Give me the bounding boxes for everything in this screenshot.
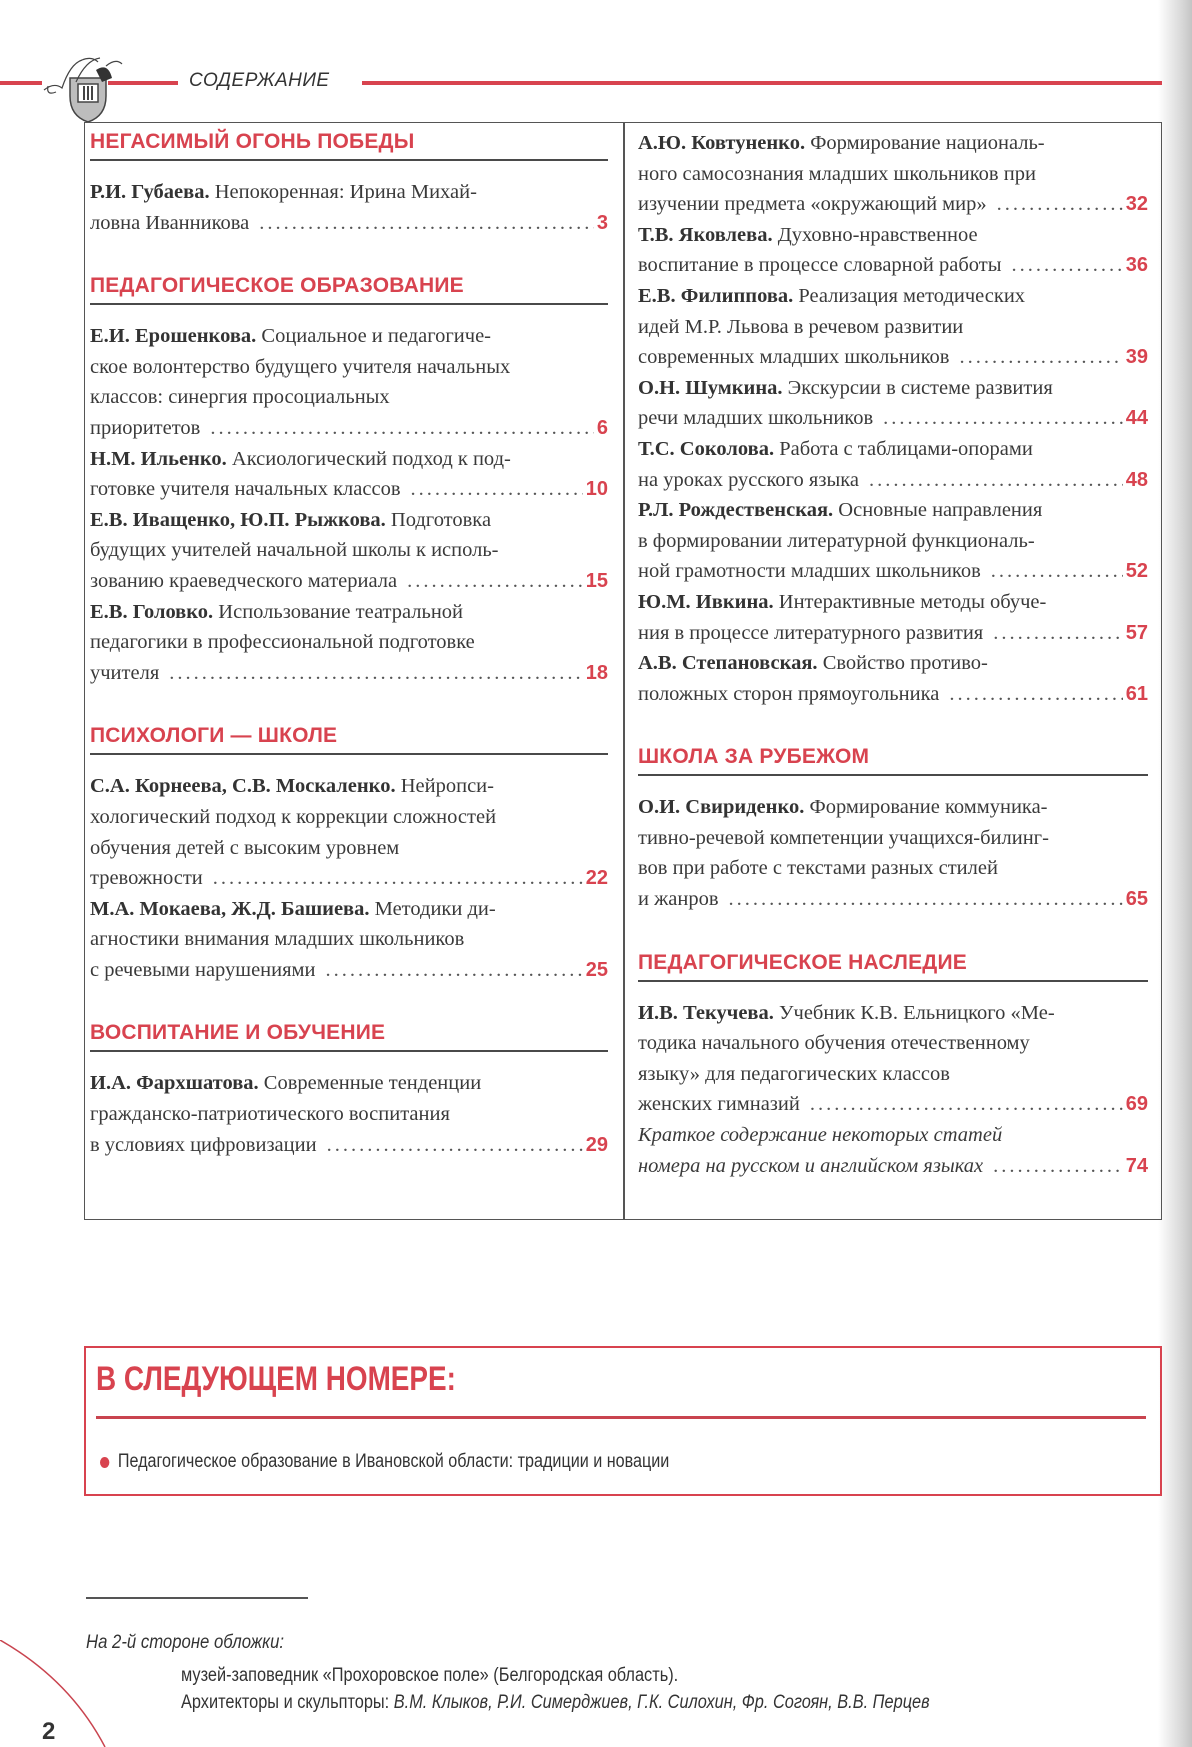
section-gap — [90, 985, 608, 1013]
toc-entry-author: М.А. Мокаева, Ж.Д. Башиева. — [90, 897, 370, 920]
section-gap — [90, 238, 608, 266]
dot-leader — [326, 955, 583, 986]
toc-entry-title-line: речи младших школьников — [638, 407, 874, 430]
toc-entry-title-line: Аксиологический подход к под- — [231, 447, 511, 470]
toc-entry-line — [638, 884, 1148, 915]
toc-entry-line — [90, 597, 608, 628]
toc-entry-page[interactable]: 44 — [1125, 407, 1148, 430]
toc-entry-author: Т.С. Соколова. — [638, 437, 775, 460]
header-rule-right — [362, 81, 1162, 85]
toc-entry-title-line: тивно-речевой компетенции учащихся-билинг- — [638, 826, 1049, 849]
dot-leader — [997, 189, 1123, 220]
toc-entry-line — [90, 444, 608, 475]
page-binding-shadow — [1158, 0, 1192, 1747]
toc-entry-author: Р.Л. Рождественская. — [638, 499, 834, 522]
toc-entry-line — [638, 495, 1148, 526]
toc-entry-author: Е.В. Иващенко, Ю.П. Рыжкова. — [90, 508, 386, 531]
toc-entry-title-line: женских гимназий — [638, 1093, 800, 1116]
toc-entry-line — [90, 627, 608, 658]
toc-entry-title-line: агностики внимания младших школьников — [90, 928, 465, 951]
toc-left-column — [90, 122, 608, 1160]
cover-note-line2-prefix: Архитекторы и скульпторы: — [181, 1692, 394, 1713]
cover-note-line2-names: В.М. Клыков, Р.И. Симерджиев, Г.К. Силохин, Фр. Согоян, В.В. Перцев — [393, 1692, 930, 1713]
toc-entry[interactable] — [638, 220, 1148, 281]
cover-note-line2 — [181, 1692, 930, 1714]
toc-entry-title-line: ного самосознания младших школьников при — [638, 162, 1036, 185]
next-issue-title: В СЛЕДУЮЩЕМ НОМЕРЕ: — [96, 1360, 456, 1398]
toc-entry-title-line: хологический подход к коррекции сложностей — [90, 805, 497, 828]
dot-leader — [729, 884, 1123, 915]
toc-entry-line — [638, 792, 1148, 823]
toc-entry-title-line: готовке учителя начальных классов — [90, 478, 401, 501]
toc-entry-page[interactable]: 18 — [585, 661, 608, 684]
toc-entry-title-line: Непокоренная: Ирина Михай- — [214, 181, 477, 203]
dot-leader — [210, 413, 594, 444]
toc-entry-title-line: Формирование националь- — [810, 132, 1045, 154]
toc-entry-title-line: классов: синергия просоциальных — [90, 386, 390, 409]
toc-entry-title-line: будущих учителей начальной школы к исполь- — [90, 539, 499, 562]
toc-entry-author: И.А. Фархшатова. — [90, 1072, 259, 1095]
toc-entry[interactable] — [90, 505, 608, 597]
toc-entry[interactable] — [638, 434, 1148, 495]
toc-entry-author: О.Н. Шумкина. — [638, 376, 783, 399]
toc-entry-title-line: с речевыми нарушениями — [90, 958, 316, 981]
toc-entry-title-line: Экскурсии в системе развития — [787, 376, 1053, 399]
toc-entry-author: И.В. Текучева. — [638, 1001, 774, 1024]
toc-entry[interactable] — [90, 177, 608, 238]
toc-entry-title-line: обучения детей с высоким уровнем — [90, 836, 400, 859]
column-divider — [623, 122, 625, 1220]
toc-entry-author: Н.М. Ильенко. — [90, 447, 227, 470]
toc-entry-title-line: гражданско-патриотического воспитания — [90, 1103, 450, 1126]
dot-leader — [993, 618, 1123, 649]
toc-entry[interactable] — [638, 648, 1148, 709]
toc-entry-line — [638, 373, 1148, 404]
toc-entry-line — [638, 1028, 1148, 1059]
toc-entry-line — [638, 648, 1148, 679]
toc-entry-author: Е.В. Филиппова. — [638, 284, 794, 307]
toc-entry-title-line: Духовно-нравственное — [777, 223, 978, 246]
toc-entry[interactable] — [90, 1068, 608, 1160]
toc-entry-line — [638, 823, 1148, 854]
toc-entry-author: Т.В. Яковлева. — [638, 223, 773, 246]
toc-entry-line — [638, 1120, 1148, 1151]
toc-entry[interactable] — [638, 587, 1148, 648]
toc-entry-title-line: Современные тенденции — [263, 1072, 482, 1095]
toc-entry-title-line: Нейропси- — [400, 775, 494, 798]
toc-entry-page[interactable]: 32 — [1125, 193, 1148, 216]
section-gap — [90, 688, 608, 716]
toc-right-column — [638, 122, 1148, 1181]
dot-leader — [411, 474, 583, 505]
toc-entry-line — [90, 833, 608, 864]
toc-entry-line — [638, 281, 1148, 312]
dot-leader — [1012, 250, 1123, 281]
toc-entry-page[interactable]: 22 — [585, 867, 608, 890]
section-heading: НЕГАСИМЫЙ ОГОНЬ ПОБЕДЫ — [90, 122, 608, 161]
toc-entry-title-line: языку» для педагогических классов — [638, 1062, 950, 1085]
toc-entry-line — [90, 535, 608, 566]
dot-leader — [869, 465, 1123, 496]
toc-entry-author: Е.В. Головко. — [90, 600, 214, 623]
toc-entry-line — [638, 312, 1148, 343]
toc-entry-title-line: Методики ди- — [374, 897, 496, 920]
toc-entry-line — [638, 434, 1148, 465]
page-number: 2 — [42, 1718, 56, 1745]
section-heading: ПСИХОЛОГИ — ШКОЛЕ — [90, 716, 608, 755]
toc-entry[interactable] — [638, 998, 1148, 1120]
toc-entry-line — [90, 1068, 608, 1099]
toc-entry-title-line: на уроках русского языка — [638, 468, 859, 491]
toc-entry-title-line: учителя — [90, 661, 160, 684]
toc-entry-line — [90, 474, 608, 505]
toc-entry-line — [638, 465, 1148, 496]
dot-leader — [259, 208, 594, 239]
toc-entry-line — [638, 526, 1148, 557]
toc-entry-title-line: ной грамотности младших школьников — [638, 560, 981, 583]
toc-entry-title-line: Подготовка — [390, 508, 492, 531]
toc-entry-title-line: и жанров — [638, 888, 719, 911]
toc-entry-line — [638, 998, 1148, 1029]
toc-entry-page[interactable]: 61 — [1125, 682, 1148, 705]
toc-entry-line — [90, 771, 608, 802]
toc-entry-line — [90, 1099, 608, 1130]
dot-leader — [991, 556, 1123, 587]
toc-entry[interactable] — [638, 128, 1148, 220]
toc-entry-author: С.А. Корнеева, С.В. Москаленко. — [90, 775, 396, 798]
section-heading: ШКОЛА ЗА РУБЕЖОМ — [638, 737, 1148, 776]
next-issue-rule — [96, 1416, 1146, 1419]
toc-entry-title-line: номера на русском и английском языках — [638, 1154, 984, 1177]
journal-logo-icon — [36, 52, 126, 124]
section-gap — [638, 709, 1148, 737]
toc-entry-line — [638, 853, 1148, 884]
toc-entry-title-line: в условиях цифровизации — [90, 1133, 317, 1156]
toc-entry-line — [638, 250, 1148, 281]
dot-leader — [213, 863, 583, 894]
toc-entry-line — [638, 1151, 1148, 1182]
toc-entry-line — [638, 128, 1148, 159]
toc-entry[interactable] — [638, 281, 1148, 373]
toc-entry[interactable] — [638, 373, 1148, 434]
toc-entry-title-line: Работа с таблицами-опорами — [779, 437, 1033, 460]
toc-entry-page[interactable]: 39 — [1125, 346, 1148, 369]
dot-leader — [169, 658, 583, 689]
toc-entry-line — [90, 505, 608, 536]
toc-entry[interactable] — [90, 771, 608, 893]
toc-entry-title-line: Интерактивные методы обуче- — [778, 590, 1047, 613]
next-issue-item — [100, 1451, 669, 1473]
section-gap — [638, 915, 1148, 943]
toc-entry-line — [638, 220, 1148, 251]
toc-entry-line — [638, 1089, 1148, 1120]
toc-entry-line — [90, 955, 608, 986]
toc-entry-page[interactable]: 3 — [596, 211, 608, 234]
toc-entry-line — [90, 382, 608, 413]
toc-entry-title-line: Основные направления — [838, 499, 1043, 522]
dot-leader — [327, 1130, 583, 1161]
toc-entry-author: А.Ю. Ковтуненко. — [638, 132, 806, 154]
dot-leader — [949, 679, 1122, 710]
toc-entry-title-line: идей М.Р. Львова в речевом развитии — [638, 315, 964, 338]
toc-entry-title-line: ловна Иванникова — [90, 211, 250, 234]
toc-entry-line — [90, 924, 608, 955]
next-issue-item-text: Педагогическое образование в Ивановской области: традиции и новации — [117, 1451, 670, 1472]
section-heading: ВОСПИТАНИЕ И ОБУЧЕНИЕ — [90, 1013, 608, 1052]
toc-entry-page[interactable]: 29 — [585, 1133, 608, 1156]
toc-entry-title-line: Краткое содержание некоторых статей — [638, 1124, 1003, 1147]
toc-entry-line — [90, 894, 608, 925]
section-heading: ПЕДАГОГИЧЕСКОЕ НАСЛЕДИЕ — [638, 943, 1148, 982]
toc-entry-title-line: изучении предмета «окружающий мир» — [638, 193, 987, 216]
toc-entry-title-line: педагогики в профессиональной подготовке — [90, 631, 475, 654]
toc-entry-page[interactable]: 48 — [1125, 468, 1148, 491]
toc-entry-author: Е.И. Ерошенкова. — [90, 325, 257, 348]
toc-entry-title-line: Социальное и педагогиче- — [261, 325, 491, 348]
toc-entry-title-line: Реализация методических — [798, 284, 1026, 307]
toc-entry-author: О.И. Свириденко. — [638, 796, 805, 819]
toc-entry[interactable] — [90, 894, 608, 986]
bullet-icon — [100, 1457, 109, 1468]
toc-entry-line — [638, 342, 1148, 373]
toc-entry-line — [90, 658, 608, 689]
toc-entry-author: Р.И. Губаева. — [90, 181, 210, 203]
toc-entry-line — [90, 177, 608, 208]
cover-note-label: На 2-й стороне обложки: — [86, 1632, 285, 1653]
toc-entry[interactable] — [90, 321, 608, 443]
cover-note-line1: музей-заповедник «Прохоровское поле» (Белгородская область). — [181, 1665, 679, 1686]
toc-entry-page[interactable]: 65 — [1125, 888, 1148, 911]
toc-entry-title-line: вов при работе с текстами разных стилей — [638, 857, 998, 880]
toc-entry-page[interactable]: 6 — [596, 416, 608, 439]
toc-entry-line — [638, 556, 1148, 587]
toc-entry-title-line: в формировании литературной функциональ- — [638, 529, 1035, 552]
toc-entry-line — [638, 587, 1148, 618]
toc-entry-line — [638, 189, 1148, 220]
dot-leader — [407, 566, 583, 597]
toc-entry-title-line: зованию краеведческого материала — [90, 569, 398, 592]
toc-entry[interactable] — [90, 597, 608, 689]
toc-entry-title-line: Учебник К.В. Ельницкого «Ме- — [779, 1001, 1055, 1024]
toc-entry-author: А.В. Степановская. — [638, 652, 818, 675]
toc-entry-page[interactable]: 10 — [585, 478, 608, 501]
dot-leader — [959, 342, 1122, 373]
toc-entry-line — [90, 802, 608, 833]
toc-entry-page[interactable]: 69 — [1125, 1093, 1148, 1116]
toc-entry[interactable] — [638, 1120, 1148, 1181]
toc-entry-line — [90, 321, 608, 352]
toc-entry[interactable] — [638, 792, 1148, 914]
dot-leader — [883, 403, 1123, 434]
toc-entry-line — [638, 618, 1148, 649]
dot-leader — [810, 1089, 1123, 1120]
toc-entry-line — [90, 352, 608, 383]
toc-entry-page[interactable]: 25 — [585, 958, 608, 981]
dot-leader — [993, 1151, 1123, 1182]
toc-entry-page[interactable]: 36 — [1125, 254, 1148, 277]
toc-entry-author: Ю.М. Ивкина. — [638, 590, 774, 613]
continued-entries — [638, 122, 1148, 709]
toc-entry-title-line: Использование театральной — [218, 600, 464, 623]
toc-entry-line — [90, 1130, 608, 1161]
toc-entry-line — [90, 566, 608, 597]
toc-entry-page[interactable]: 52 — [1125, 560, 1148, 583]
header-title: СОДЕРЖАНИЕ — [189, 70, 330, 91]
toc-entry[interactable] — [638, 495, 1148, 587]
toc-entry-title-line: современных младших школьников — [638, 346, 950, 369]
toc-entry[interactable] — [90, 444, 608, 505]
corner-arc-decoration — [0, 1640, 120, 1747]
toc-entry-title-line: приоритетов — [90, 416, 201, 439]
toc-entry-line — [638, 1059, 1148, 1090]
toc-entry-line — [638, 159, 1148, 190]
toc-entry-title-line: Формирование коммуника- — [809, 796, 1048, 819]
toc-entry-title-line: ское волонтерство будущего учителя начальных — [90, 355, 511, 378]
toc-entry-line — [638, 679, 1148, 710]
toc-entry-line — [90, 863, 608, 894]
footnote-rule — [86, 1597, 308, 1599]
toc-entry-line — [90, 208, 608, 239]
toc-entry-title-line: положных сторон прямоугольника — [638, 682, 940, 705]
toc-entry-title-line: Свойство противо- — [822, 652, 988, 675]
toc-entry-page[interactable]: 15 — [585, 569, 608, 592]
toc-entry-line — [638, 403, 1148, 434]
toc-entry-title-line: ния в процессе литературного развития — [638, 621, 984, 644]
toc-entry-title-line: тревожности — [90, 867, 203, 890]
toc-entry-line — [90, 413, 608, 444]
section-heading: ПЕДАГОГИЧЕСКОЕ ОБРАЗОВАНИЕ — [90, 266, 608, 305]
toc-entry-title-line: тодика начального обучения отечественному — [638, 1032, 1030, 1055]
toc-entry-page[interactable]: 57 — [1125, 621, 1148, 644]
toc-entry-title-line: воспитание в процессе словарной работы — [638, 254, 1002, 277]
toc-entry-page[interactable]: 74 — [1125, 1154, 1148, 1177]
